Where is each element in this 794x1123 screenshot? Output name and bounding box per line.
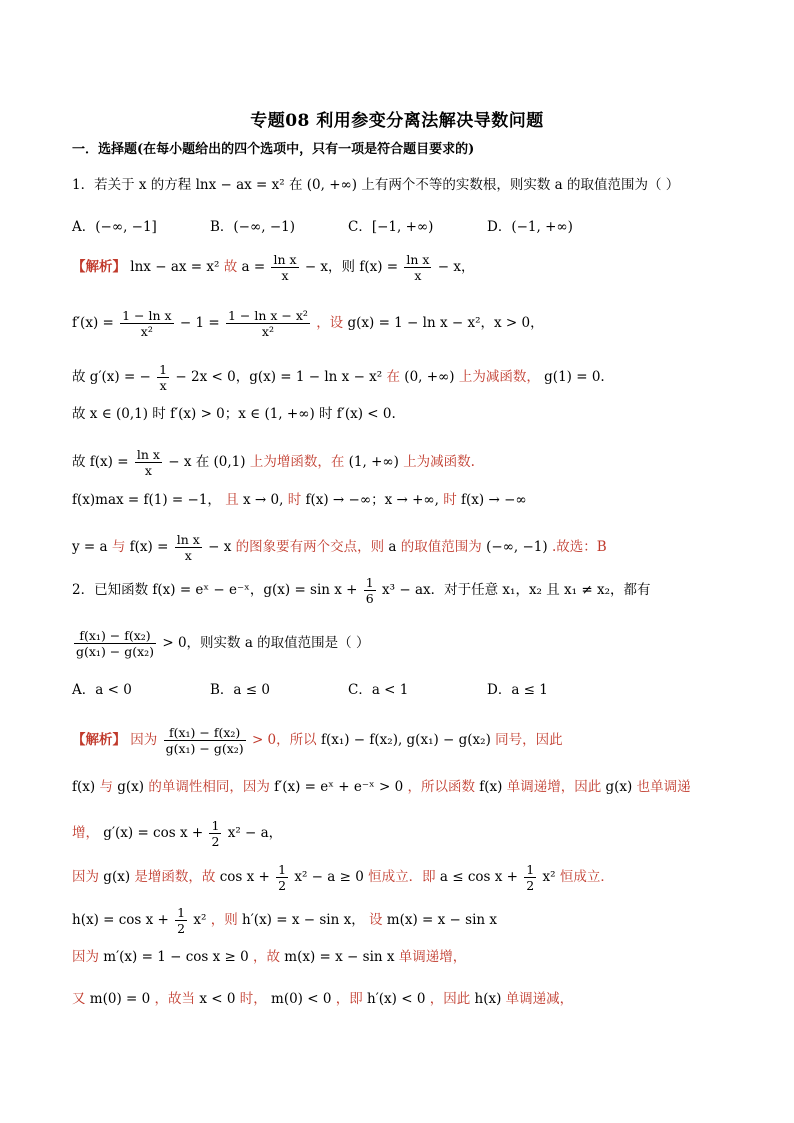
fraction: $\frac{\text{f(x₁) − f(x₂)}}{\text{g(x₁) − g(x₂)}}$ xyxy=(165,725,244,756)
fraction: $\frac{\text{ln x}}{x}$ xyxy=(176,532,200,563)
q1-stem: 1．若关于 x 的方程 lnx − ax = x² 在 (0, +∞) 上有两个不等的实数根，则实数 a 的取值范围为（ ） xyxy=(72,177,680,193)
fraction: $\frac{\text{1 − ln x − x²}}{\text{x²}}$ xyxy=(227,308,308,339)
q2-solution-line-7: 又 m(0) = 0 ，故当 x < 0 时， m(0) < 0 ，即 h′(x) < 0 ，因此 h(x) 单调递减， xyxy=(72,991,574,1007)
fraction: $\frac{1}{6}$ xyxy=(365,575,374,606)
page-title: 专题08 利用参变分离法解决导数问题 xyxy=(250,111,544,131)
q1-solution-line-7: y = a 与 f(x) = $\frac{\text{ln x}}{x}$ − x 的图象要有两个交点，则 a 的取值范围为 (−∞, −1) .故选：B xyxy=(72,532,607,563)
fraction: $\frac{\text{f(x₁) − f(x₂)}}{\text{g(x₁) − g(x₂)}}$ xyxy=(76,628,155,659)
q1-solution-line-6: f(x)max = f(1) = −1， 且 x → 0, 时 f(x) → −∞；x → +∞, 时 f(x) → −∞ xyxy=(72,492,527,508)
q1-solution-line-3: 故 g′(x) = − $\frac{1}{x}$ − 2x < 0，g(x) = 1 − ln x − x² 在 (0, +∞) 上为减函数， g(1) = 0. xyxy=(72,362,605,393)
q2-option-c: C．a < 1 xyxy=(348,682,409,698)
section-heading: 一．选择题(在每小题给出的四个选项中，只有一项是符合题目要求的) xyxy=(72,142,475,157)
q2-solution-line-1: 【解析】 因为 $\frac{\text{f(x₁) − f(x₂)}}{\text{g(x₁) − g(x₂)}}$ > 0，所以 f(x₁) − f(x₂), g(x₁) − g(x₂) 同号，因此 xyxy=(72,725,563,756)
q1-option-d: D．(−1, +∞) xyxy=(487,219,573,235)
q2-option-d: D．a ≤ 1 xyxy=(487,682,548,698)
fraction: $\frac{1}{2}$ xyxy=(526,862,535,893)
q1-option-b: B．(−∞, −1) xyxy=(210,219,295,235)
q2-solution-line-6: 因为 m′(x) = 1 − cos x ≥ 0 ，故 m(x) = x − sin x 单调递增， xyxy=(72,949,467,965)
fraction: $\frac{1}{2}$ xyxy=(211,818,220,849)
q2-condition: $\frac{\text{f(x₁) − f(x₂)}}{\text{g(x₁) − g(x₂)}}$ > 0，则实数 a 的取值范围是（ ） xyxy=(76,628,370,659)
q1-option-c: C．[−1, +∞) xyxy=(348,219,434,235)
q1-solution-line-5: 故 f(x) = $\frac{\text{ln x}}{x}$ − x 在 (0,1) 上为增函数，在 (1, +∞) 上为减函数. xyxy=(72,447,475,478)
fraction: $\frac{\text{ln x}}{x}$ xyxy=(136,447,160,478)
q1-solution-line-4: 故 x ∈ (0,1) 时 f′(x) > 0；x ∈ (1, +∞) 时 f′(x) < 0. xyxy=(72,406,396,422)
fraction: $\frac{\text{ln x}}{x}$ xyxy=(406,252,430,283)
fraction: $\frac{1}{2}$ xyxy=(177,905,186,936)
fraction: $\frac{1}{x}$ xyxy=(159,362,168,393)
fraction: $\frac{\text{ln x}}{x}$ xyxy=(273,252,297,283)
q2-option-b: B．a ≤ 0 xyxy=(210,682,270,698)
solution-tag: 【解析】 xyxy=(72,259,126,275)
q2-solution-line-4: 因为 g(x) 是增函数，故 cos x + $\frac{1}{2}$ x² − a ≥ 0 恒成立．即 a ≤ cos x + $\frac{1}{2}$ x² 恒成立． xyxy=(72,862,614,893)
solution-tag: 【解析】 xyxy=(72,732,126,748)
q1-solution-line-1: 【解析】 lnx − ax = x² 故 a = $\frac{\text{ln x}}{x}$ − x，则 f(x) = $\frac{\text{ln x}}{x}$ − x， xyxy=(72,252,475,283)
q1-solution-line-2: f′(x) = $\frac{\text{1 − ln x}}{\text{x²}}$ − 1 = $\frac{\text{1 − ln x − x²}}{\text{x²}}$ ，设 g(x) = 1 − ln x − x²，x > 0， xyxy=(72,308,544,339)
q2-solution-line-5: h(x) = cos x + $\frac{1}{2}$ x² ，则 h′(x) = x − sin x， 设 m(x) = x − sin x xyxy=(72,905,497,936)
q2-solution-line-3: 增， g′(x) = cos x + $\frac{1}{2}$ x² − a， xyxy=(72,818,283,849)
q1-option-a: A．(−∞, −1] xyxy=(72,219,157,235)
fraction: $\frac{\text{1 − ln x}}{\text{x²}}$ xyxy=(122,308,172,339)
q2-option-a: A．a < 0 xyxy=(72,682,132,698)
q2-solution-line-2: f(x) 与 g(x) 的单调性相同，因为 f′(x) = eˣ + e⁻ˣ > 0 ，所以函数 f(x) 单调递增，因此 g(x) 也单调递 xyxy=(72,779,691,795)
fraction: $\frac{1}{2}$ xyxy=(278,862,287,893)
q2-stem: 2．已知函数 f(x) = eˣ − e⁻ˣ，g(x) = sin x + $\frac{1}{6}$ x³ − ax．对于任意 x₁，x₂ 且 x₁ ≠ x₂，都有 xyxy=(72,575,651,606)
